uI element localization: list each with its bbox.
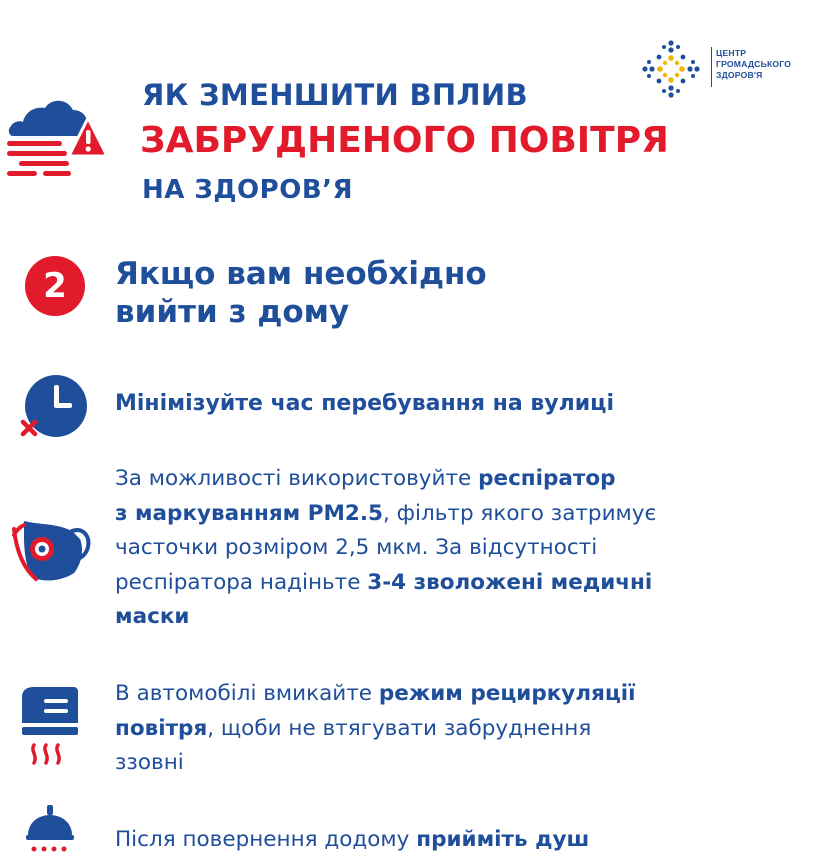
tip-shower-line-1 [115, 823, 589, 858]
logo-line-2: ГРОМАДСЬКОГО [716, 59, 792, 69]
tip-minimize-time: Мінімізуйте час перебування на вулиці [115, 391, 615, 416]
tip-respirator-line-5 [115, 600, 656, 635]
tip-respirator [115, 462, 656, 635]
logo-line-3: ЗДОРОВ'Я [716, 70, 763, 80]
tip-car-line-1 [115, 677, 636, 712]
text-bold: маски [115, 604, 190, 629]
text-bold: з маркуванням PM2.5 [115, 500, 383, 526]
text-span: В автомобілі вмикайте [115, 681, 379, 706]
tip-respirator-line-3: часточки розміром 2,5 мкм. За відсутності [115, 535, 598, 560]
car-recirculation-icon [18, 685, 80, 773]
clock-cross-icon [18, 373, 90, 443]
text-bold: 3-4 зволожені медичні [367, 569, 653, 595]
tip-car-line-2 [115, 712, 636, 747]
step-title-line-2: вийти з дому [115, 294, 350, 330]
public-health-center-logo [640, 38, 702, 100]
shower-icon [22, 805, 78, 853]
step-title-line-1: Якщо вам необхідно [115, 256, 487, 292]
text-bold: повітря [115, 715, 208, 741]
tip-shower [115, 823, 589, 858]
logo-divider [711, 47, 712, 87]
text-span: Після повернення додому [115, 827, 417, 852]
logo-text [716, 48, 811, 81]
text-span: , щоби не втягувати забруднення [207, 715, 592, 741]
text-span: , фільтр якого затримує [382, 500, 657, 526]
logo-line-1: ЦЕНТР [716, 48, 747, 58]
text-span: респіратора надіньте [115, 569, 368, 595]
text-bold: режим рециркуляції [378, 681, 636, 706]
title-line-3: НА ЗДОРОВ’Я [142, 175, 354, 205]
tip-respirator-line-1 [115, 462, 656, 497]
tip-car-recirculation [115, 677, 636, 781]
title-line-1: ЯК ЗМЕНШИТИ ВПЛИВ [142, 78, 528, 112]
tip-respirator-line-4 [115, 566, 656, 601]
tip-car-line-3: ззовні [115, 750, 184, 775]
step-title [115, 255, 487, 331]
tip-respirator-line-2 [115, 497, 656, 532]
title-line-2: ЗАБРУДНЕНОГО ПОВІТРЯ [140, 120, 669, 161]
text-bold: прийміть душ [416, 827, 590, 852]
face-mask-icon [10, 517, 92, 585]
text-span: За можливості використовуйте [115, 466, 479, 491]
text-bold: респіратор [478, 466, 616, 491]
smog-warning-icon [5, 88, 108, 180]
step-number-badge: 2 [25, 256, 85, 316]
